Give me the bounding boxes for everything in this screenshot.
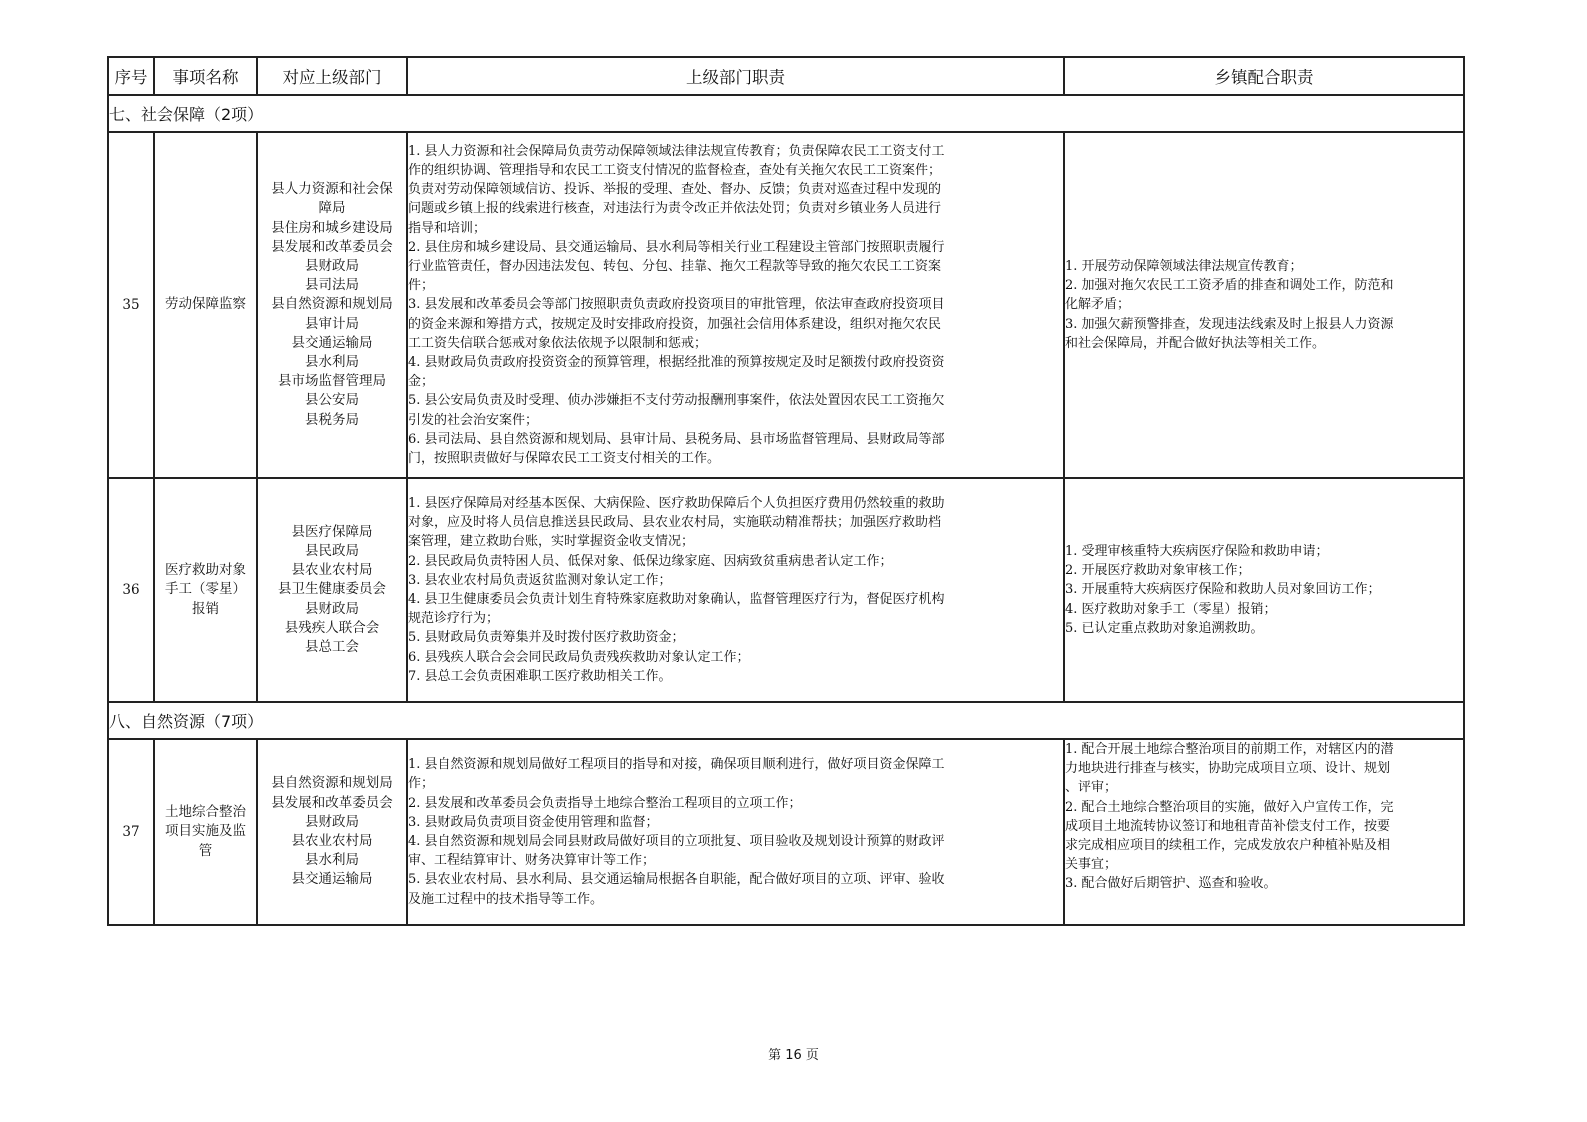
town-line: 3. 配合做好后期管护、巡查和验收。 [1065,876,1277,892]
table-row [108,132,1464,478]
table-row [108,739,1464,925]
duty-line: 行业监管责任，督办因违法发包、转包、分包、挂靠、拖欠工程款等导致的拖欠农民工工资案 [408,258,942,274]
dept-line: 县卫生健康委员会 [278,581,386,598]
duty-line: 6. 县残疾人联合会会同民政局负责残疾救助对象认定工作； [408,649,750,665]
dept-line: 县财政局 [305,600,359,617]
town-line: 化解矛盾； [1065,297,1131,313]
town-line: 、评审； [1065,780,1118,796]
dept-line: 县公安局 [305,392,359,409]
duty-line: 对象，应及时将人员信息推送县民政局、县农业农村局，实施联动精准帮扶；加强医疗救助档 [408,515,942,531]
header-seq: 序号 [108,57,154,95]
dept-line: 县农业农村局 [291,833,373,849]
item-name-line: 手工（零星） [165,581,246,598]
duty-line: 门，按照职责做好与保障农民工工资支付相关的工作。 [408,451,721,467]
duty-line: 3. 县农业农村局负责返贫监测对象认定工作； [408,572,672,588]
dept-list [257,478,407,702]
item-name: 劳动保障监察 [154,132,257,478]
town-line: 力地块进行排查与核实，协助完成项目立项、设计、规划 [1065,761,1391,777]
item-name-line: 项目实施及监 [165,823,246,840]
duty-line: 4. 县自然资源和规划局会同县财政局做好项目的立项批复、项目验收及规划设计预算的财政评 [408,834,945,849]
dept-line: 县财政局 [305,257,359,274]
town-line: 1. 配合开展土地综合整治项目的前期工作，对辖区内的潜 [1065,742,1394,757]
duty-line: 5. 县公安局负责及时受理、侦办涉嫌拒不支付劳动报酬刑事案件，依法处置因农民工工资拖欠 [408,393,945,409]
superior-duties [407,739,1064,925]
header-town-duties: 乡镇配合职责 [1064,57,1464,95]
duty-line: 金； [408,374,435,390]
duty-line: 件； [408,278,435,294]
duty-table [107,56,1465,926]
duty-line: 3. 县财政局负责项目资金使用管理和监督； [408,814,659,830]
duty-line: 的资金来源和筹措方式，按规定及时安排政府投资，加强社会信用体系建设，组织对拖欠农民 [408,316,942,332]
item-name-line: 报销 [192,600,219,617]
duty-line: 1. 县医疗保障局对经基本医保、大病保险、医疗救助保障后个人负担医疗费用仍然较重的救助 [408,495,945,511]
town-line: 2. 配合土地综合整治项目的实施，做好入户宣传工作，完 [1065,799,1394,815]
item-name [154,739,257,925]
item-name-line: 管 [198,842,213,859]
dept-line: 县交通运输局 [291,871,373,888]
town-line: 3. 加强欠薪预警排查，发现违法线索及时上报县人力资源 [1065,316,1394,332]
dept-line: 县总工会 [305,639,359,655]
dept-line: 县交通运输局 [291,334,373,351]
duty-line: 审、工程结算审计、财务决算审计等工作； [408,853,656,869]
item-name-line: 土地综合整治 [165,803,246,820]
town-line: 1. 开展劳动保障领域法律法规宣传教育； [1065,258,1303,274]
duty-line: 7. 县总工会负责困难职工医疗救助相关工作。 [408,668,672,684]
dept-line: 障局 [318,200,346,217]
town-line: 成项目土地流转协议签订和地租青苗补偿支付工作，按要 [1065,818,1391,834]
superior-duties [407,478,1064,702]
dept-line: 县农业农村局 [291,562,373,579]
duty-line: 作； [408,776,435,792]
duty-line: 2. 县住房和城乡建设局、县交通运输局、县水利局等相关行业工程建设主管部门按照职责履行 [408,239,945,255]
dept-line: 县市场监督管理局 [278,373,386,390]
dept-line: 县自然资源和规划局 [271,775,393,792]
dept-line: 县财政局 [305,813,359,830]
dept-line: 县民政局 [305,542,359,559]
duty-line: 1. 县自然资源和规划局做好工程项目的指导和对接，确保项目顺利进行，做好项目资金保障工 [408,757,945,773]
town-line: 求完成相应项目的续租工作，完成发放农户种植补贴及相 [1065,838,1391,854]
header-superior-duties: 上级部门职责 [407,57,1064,95]
dept-line: 县发展和改革委员会 [271,238,393,255]
duty-line: 引发的社会治安案件； [408,412,539,428]
dept-line: 县自然资源和规划局 [271,296,393,313]
row-number: 35 [108,132,154,478]
row-number: 36 [108,478,154,702]
duty-line: 工工资失信联合惩戒对象依法依规予以限制和惩戒； [408,335,708,351]
duty-line: 及施工过程中的技术指导等工作。 [408,891,604,907]
town-line: 2. 开展医疗救助对象审核工作； [1065,563,1251,579]
dept-line: 县水利局 [305,852,359,869]
town-duties [1064,739,1464,925]
table-row [108,478,1464,702]
dept-line: 县发展和改革委员会 [271,794,393,811]
town-line: 1. 受理审核重特大疾病医疗保险和救助申请； [1065,543,1329,559]
dept-list [257,739,407,925]
dept-list [257,132,407,478]
town-line: 3. 开展重特大疾病医疗保险和救助人员对象回访工作； [1065,582,1381,598]
town-line: 关事宜； [1065,857,1118,873]
superior-duties [407,132,1064,478]
duty-line: 5. 县农业农村局、县水利局、县交通运输局根据各自职能，配合做好项目的立项、评审、验收 [408,872,945,888]
duty-line: 2. 县民政局负责特困人员、低保对象、低保边缘家庭、因病致贫重病患者认定工作； [408,553,893,569]
duty-line: 规范诊疗行为； [408,611,500,627]
duty-line: 1. 县人力资源和社会保障局负责劳动保障领域法律法规宣传教育；负责保障农民工工资支付工 [408,143,945,159]
section-row [108,702,1464,739]
section-title: 七、社会保障（2项） [108,95,1464,132]
duty-line: 案管理，建立救助台账，实时掌握资金收支情况； [408,534,695,550]
town-line: 4. 医疗救助对象手工（零星）报销； [1065,601,1277,617]
duty-line: 5. 县财政局负责筹集并及时拨付医疗救助资金； [408,630,685,646]
duty-line: 3. 县发展和改革委员会等部门按照职责负责政府投资项目的审批管理，依法审查政府投资项目 [408,297,945,313]
town-line: 2. 加强对拖欠农民工工资矛盾的排查和调处工作，防范和 [1065,278,1394,294]
dept-line: 县审计局 [305,315,359,332]
item-name-line: 医疗救助对象 [165,561,246,578]
town-line: 5. 已认定重点救助对象追溯救助。 [1065,620,1264,636]
section-row [108,95,1464,132]
item-name [154,478,257,702]
duty-line: 作的组织协调、管理指导和农民工工资支付情况的监督检查，查处有关拖欠农民工工资案件； [408,162,942,178]
dept-line: 县残疾人联合会 [284,619,380,636]
section-title: 八、自然资源（7项） [108,702,1464,739]
duty-line: 6. 县司法局、县自然资源和规划局、县审计局、县税务局、县市场监督管理局、县财政局等部 [408,431,945,447]
town-duties [1064,132,1464,478]
page-number: 第 16 页 [768,1048,819,1063]
header-row [108,57,1464,95]
dept-line: 县住房和城乡建设局 [271,219,393,236]
header-superior-dept: 对应上级部门 [257,57,407,95]
header-item-name: 事项名称 [154,57,257,95]
duty-line: 4. 县财政局负责政府投资资金的预算管理，根据经批准的预算按规定及时足额拨付政府投资资 [408,355,945,370]
duty-line: 问题或乡镇上报的线索进行核查，对违法行为责令改正并依法处罚；负责对乡镇业务人员进行 [408,201,942,217]
dept-line: 县税务局 [305,411,359,428]
duty-line: 负责对劳动保障领域信访、投诉、举报的受理、查处、督办、反馈；负责对巡查过程中发现的 [408,182,942,198]
duty-line: 指导和培训； [408,220,487,236]
dept-line: 县人力资源和社会保 [271,181,393,198]
duty-line: 2. 县发展和改革委员会负责指导土地综合整治工程项目的立项工作； [408,795,802,811]
dept-line: 县医疗保障局 [291,523,373,540]
duty-line: 4. 县卫生健康委员会负责计划生育特殊家庭救助对象确认，监督管理医疗行为，督促医疗机构 [408,592,945,607]
town-duties [1064,478,1464,702]
town-line: 和社会保障局，并配合做好执法等相关工作。 [1065,335,1326,351]
dept-line: 县司法局 [305,277,359,294]
dept-line: 县水利局 [305,354,359,370]
row-number: 37 [108,739,154,925]
